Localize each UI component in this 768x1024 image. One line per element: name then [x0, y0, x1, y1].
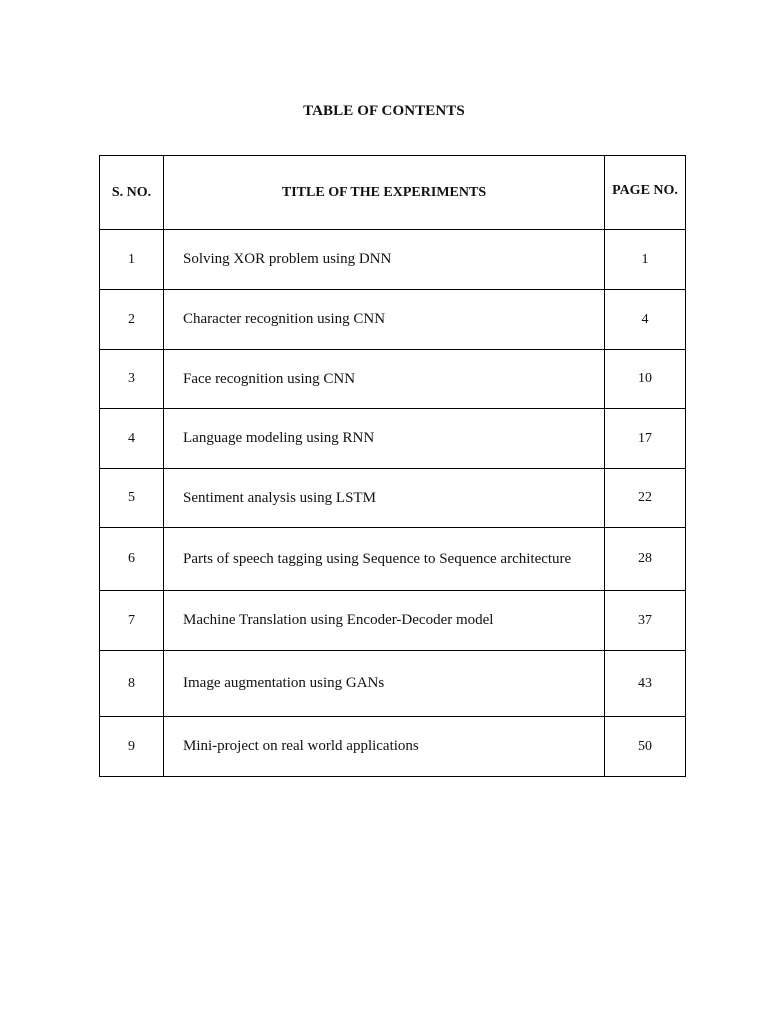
row-page-number: 50 [605, 717, 686, 777]
row-serial-number: 7 [100, 591, 164, 651]
row-serial-number: 2 [100, 290, 164, 350]
header-serial-number: S. NO. [100, 156, 164, 230]
row-experiment-title: Mini-project on real world applications [164, 717, 605, 777]
row-experiment-title: Character recognition using CNN [164, 290, 605, 350]
row-experiment-title: Parts of speech tagging using Sequence to Sequence architecture [164, 528, 605, 591]
row-serial-number: 6 [100, 528, 164, 591]
table-row [100, 350, 686, 409]
row-page-number: 37 [605, 591, 686, 651]
row-experiment-title: Solving XOR problem using DNN [164, 230, 605, 290]
row-page-number: 43 [605, 651, 686, 717]
row-serial-number: 3 [100, 350, 164, 409]
table-of-contents [99, 155, 686, 777]
row-page-number: 4 [605, 290, 686, 350]
row-experiment-title: Image augmentation using GANs [164, 651, 605, 717]
table-row [100, 290, 686, 350]
table-row [100, 469, 686, 528]
table-row [100, 409, 686, 469]
row-page-number: 28 [605, 528, 686, 591]
row-page-number: 22 [605, 469, 686, 528]
table-row [100, 230, 686, 290]
row-serial-number: 4 [100, 409, 164, 469]
row-serial-number: 9 [100, 717, 164, 777]
row-serial-number: 1 [100, 230, 164, 290]
row-experiment-title: Face recognition using CNN [164, 350, 605, 409]
row-experiment-title: Language modeling using RNN [164, 409, 605, 469]
table-row [100, 717, 686, 777]
header-experiment-title: TITLE OF THE EXPERIMENTS [164, 156, 605, 230]
row-page-number: 1 [605, 230, 686, 290]
table-row [100, 591, 686, 651]
table-row [100, 528, 686, 591]
table-row [100, 651, 686, 717]
row-page-number: 10 [605, 350, 686, 409]
row-experiment-title: Sentiment analysis using LSTM [164, 469, 605, 528]
table-header-row [100, 156, 686, 230]
page-title: TABLE OF CONTENTS [303, 103, 465, 119]
header-page-number: PAGE NO. [605, 156, 686, 230]
row-serial-number: 8 [100, 651, 164, 717]
row-experiment-title: Machine Translation using Encoder-Decoder model [164, 591, 605, 651]
row-page-number: 17 [605, 409, 686, 469]
row-serial-number: 5 [100, 469, 164, 528]
